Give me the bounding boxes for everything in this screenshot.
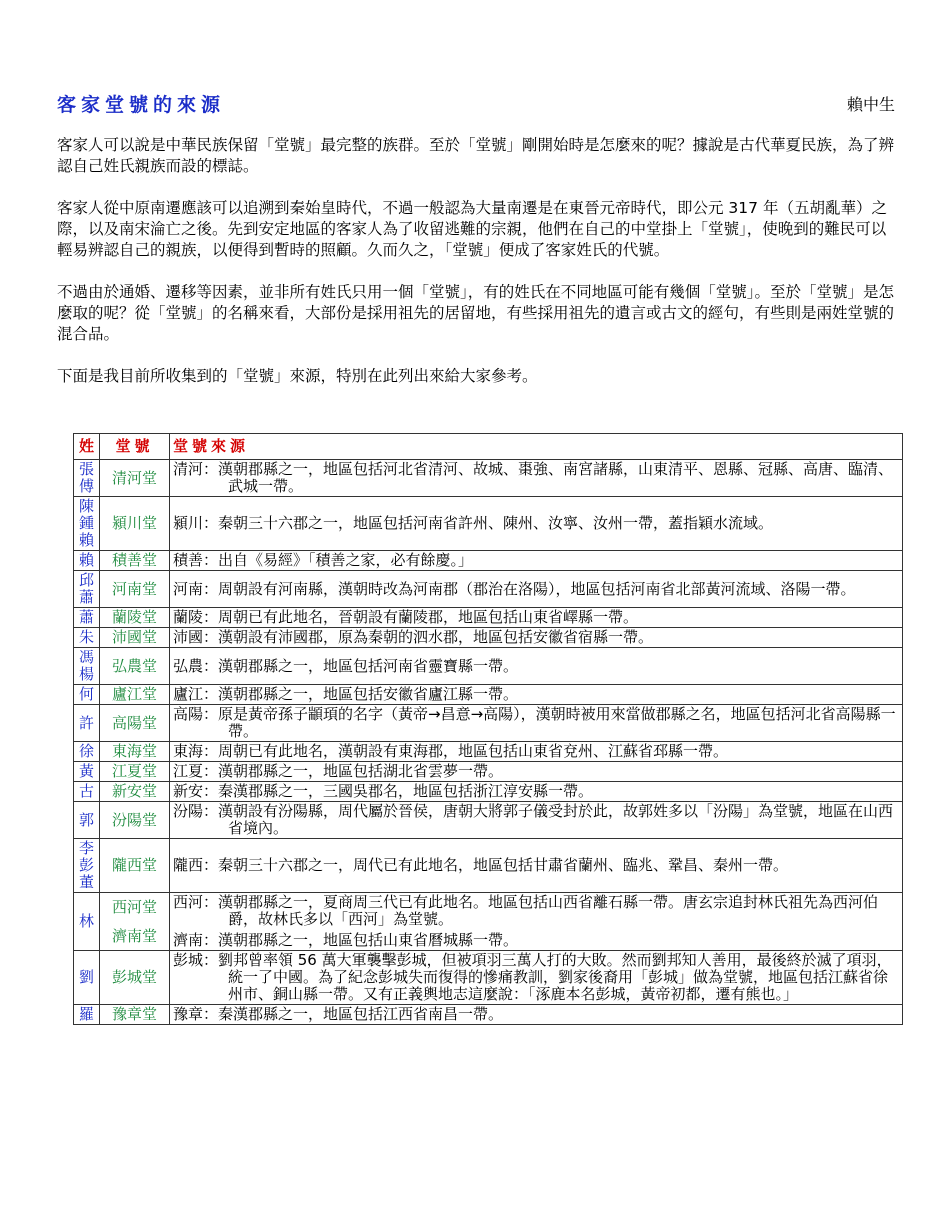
source-cell	[170, 460, 903, 497]
surname: 馮	[78, 648, 94, 666]
surname: 何	[78, 685, 94, 703]
source-text: 隴西：秦朝三十六郡之一，周代已有此地名，地區包括甘肅省蘭州、臨兆、鞏昌、秦州一帶。	[173, 856, 789, 874]
hall-name: 彭城堂	[111, 968, 157, 986]
surname-cell	[74, 742, 100, 762]
table-row	[74, 762, 903, 782]
source-cell	[170, 893, 903, 951]
hall-cell	[100, 762, 170, 782]
hall-name: 弘農堂	[111, 656, 157, 675]
source-cell	[170, 685, 903, 705]
surname: 董	[78, 873, 94, 891]
hall-name: 隴西堂	[111, 856, 157, 874]
hall-cell	[100, 648, 170, 685]
hall-cell	[100, 742, 170, 762]
surname-cell	[74, 762, 100, 782]
hall-name: 濟南堂	[111, 926, 157, 945]
table-row	[74, 839, 903, 893]
surname-cell	[74, 893, 100, 951]
surname-cell	[74, 705, 100, 742]
source-text: 豫章：秦漢郡縣之一，地區包括江西省南昌一帶。	[173, 1005, 504, 1023]
page-title: 客家堂號的來源	[57, 94, 226, 116]
surname: 賴	[78, 531, 94, 549]
surname: 鍾	[78, 514, 94, 532]
source-text: 潁川：秦朝三十六郡之一，地區包括河南省許州、陳州、汝寧、汝州一帶，蓋指穎水流域。	[173, 514, 774, 532]
source-cell	[170, 608, 903, 628]
surname: 楊	[78, 665, 94, 683]
surname-cell	[74, 460, 100, 497]
intro-text	[57, 135, 897, 408]
surname-cell	[74, 608, 100, 628]
header	[57, 90, 895, 120]
source-cell	[170, 1005, 903, 1025]
header-surname: 姓	[74, 434, 100, 460]
paragraph: 客家人可以說是中華民族保留「堂號」最完整的族群。至於「堂號」剛開始時是怎麼來的呢？據說是古代華夏民族，為了辨認自己姓氏親族而設的標誌。	[57, 136, 895, 175]
surname: 許	[78, 713, 94, 732]
source-text: 沛國：漢朝設有沛國郡，原為秦朝的泗水郡，地區包括安徽省宿縣一帶。	[173, 628, 654, 646]
surname: 傅	[78, 477, 94, 495]
paragraph: 客家人從中原南遷應該可以追溯到秦始皇時代，不過一般認為大量南遷是在東晉元帝時代，即公元 317 年（五胡亂華）之際，以及南宋淪亡之後。先到安定地區的客家人為了收留逃難的宗親，他們在自己的中堂掛上「堂號」，使晚到的難民可以輕易辨認自己的親族，以便得到暫時的照顧。久而久之，「堂號」便成了客家姓氏的代號。	[57, 199, 887, 259]
surname: 羅	[78, 1005, 94, 1023]
source-cell	[170, 762, 903, 782]
surname: 李	[78, 839, 94, 857]
surname: 黃	[78, 762, 94, 780]
surname-cell	[74, 802, 100, 839]
hall-cell	[100, 951, 170, 1005]
surname-cell	[74, 551, 100, 571]
table-row	[74, 608, 903, 628]
source-cell	[170, 951, 903, 1005]
table-row	[74, 628, 903, 648]
hall-name: 沛國堂	[111, 628, 157, 646]
hall-name: 廬江堂	[111, 685, 157, 703]
source-text: 高陽：原是黃帝孫子顓頊的名字（黃帝→昌意→高陽），漢朝時被用來當做郡縣之名，地區包括河北省高陽縣一帶。	[173, 705, 896, 740]
surname: 林	[78, 912, 94, 930]
source-text: 新安：秦漢郡縣之一，三國吳郡名，地區包括浙江淳安縣一帶。	[173, 782, 594, 800]
source-text: 積善：出自《易經》「積善之家，必有餘慶。」	[173, 551, 474, 569]
surname: 蕭	[78, 588, 94, 606]
hall-cell	[100, 571, 170, 608]
source-text: 濟南：漢朝郡縣之一，地區包括山東省曆城縣一帶。	[173, 931, 519, 949]
hall-name: 清河堂	[111, 468, 157, 487]
surname-cell	[74, 497, 100, 551]
surname: 陳	[78, 497, 94, 515]
hall-cell	[100, 608, 170, 628]
table-row	[74, 685, 903, 705]
hall-cell	[100, 551, 170, 571]
source-cell	[170, 742, 903, 762]
hall-cell	[100, 685, 170, 705]
surname: 徐	[78, 742, 94, 760]
hall-cell	[100, 839, 170, 893]
hall-name: 汾陽堂	[111, 810, 157, 829]
header-hall: 堂號	[100, 434, 170, 460]
surname-cell	[74, 1005, 100, 1025]
hall-cell	[100, 893, 170, 951]
source-text: 清河：漢朝郡縣之一，地區包括河北省清河、故城、棗強、南宮諸縣，山東清平、恩縣、冠縣、高唐、臨清、武城一帶。	[173, 460, 894, 495]
hall-cell	[100, 705, 170, 742]
surname: 彭	[78, 856, 94, 874]
source-cell	[170, 839, 903, 893]
surname: 劉	[78, 968, 94, 986]
paragraph: 下面是我目前所收集到的「堂號」來源，特別在此列出來給大家參考。	[57, 367, 538, 385]
source-cell	[170, 705, 903, 742]
table-body	[74, 460, 903, 1025]
surname: 張	[78, 460, 94, 478]
hall-cell	[100, 782, 170, 802]
hall-cell	[100, 497, 170, 551]
source-cell	[170, 497, 903, 551]
source-text: 弘農：漢朝郡縣之一，地區包括河南省靈寶縣一帶。	[173, 656, 519, 675]
table-row	[74, 742, 903, 762]
hall-cell	[100, 628, 170, 648]
hall-name: 積善堂	[111, 551, 157, 569]
source-cell	[170, 802, 903, 839]
hall-cell	[100, 802, 170, 839]
surname: 蕭	[78, 608, 94, 626]
surname: 郭	[78, 810, 94, 829]
hall-name: 東海堂	[111, 742, 157, 760]
hall-name: 高陽堂	[111, 713, 157, 732]
source-text: 河南：周朝設有河南縣，漢朝時改為河南郡（郡治在洛陽），地區包括河南省北部黃河流域、洛陽一帶。	[173, 579, 856, 598]
hall-name: 西河堂	[111, 897, 157, 916]
source-cell	[170, 571, 903, 608]
hall-name: 河南堂	[111, 579, 157, 598]
hall-name: 江夏堂	[111, 762, 157, 780]
surname: 朱	[78, 628, 94, 646]
surname-cell	[74, 648, 100, 685]
surname: 邱	[78, 571, 94, 589]
hall-cell	[100, 460, 170, 497]
table-row	[74, 802, 903, 839]
hall-name: 潁川堂	[111, 514, 157, 532]
hall-name: 蘭陵堂	[111, 608, 157, 626]
surname-cell	[74, 839, 100, 893]
table-row	[74, 705, 903, 742]
source-cell	[170, 551, 903, 571]
paragraph: 不過由於通婚、遷移等因素，並非所有姓氏只用一個「堂號」，有的姓氏在不同地區可能有幾個「堂號」。至於「堂號」是怎麼取的呢？從「堂號」的名稱來看，大部份是採用祖先的居留地，有些採用祖先的遺言或古文的經句，有些則是兩姓堂號的混合品。	[57, 283, 895, 343]
surname-cell	[74, 571, 100, 608]
author: 賴中生	[846, 95, 895, 114]
table-row	[74, 571, 903, 608]
source-cell	[170, 782, 903, 802]
table-row	[74, 893, 903, 951]
table-row	[74, 551, 903, 571]
source-text: 彭城：劉邦曾率領 56 萬大軍襲擊彭城，但被項羽三萬人打的大敗。然而劉邦知人善用，最後終於滅了項羽，統一了中國。為了紀念彭城失而復得的慘痛教訓，劉家後裔用「彭城」做為堂號，地區包括江蘇省徐州市、銅山縣一帶。又有正義輿地志這麼說：「涿鹿本名彭城，黃帝初都，遷有熊也。」	[173, 951, 892, 1003]
table-row	[74, 1005, 903, 1025]
table-row	[74, 497, 903, 551]
surname: 賴	[78, 551, 94, 569]
table-row	[74, 782, 903, 802]
hall-name: 豫章堂	[111, 1005, 157, 1023]
source-cell	[170, 648, 903, 685]
source-text: 汾陽：漢朝設有汾陽縣，周代屬於晉侯，唐朝大將郭子儀受封於此，故郭姓多以「汾陽」為堂號，地區在山西省境內。	[173, 802, 894, 837]
surname-cell	[74, 951, 100, 1005]
table-row	[74, 648, 903, 685]
surname-cell	[74, 685, 100, 705]
hall-cell	[100, 1005, 170, 1025]
source-text: 蘭陵：周朝已有此地名，晉朝設有蘭陵郡，地區包括山東省嶧縣一帶。	[173, 608, 639, 626]
surname-cell	[74, 782, 100, 802]
hall-name-table	[73, 433, 903, 1025]
source-text: 廬江：漢朝郡縣之一，地區包括安徽省廬江縣一帶。	[173, 685, 519, 703]
surname: 古	[78, 782, 94, 800]
table-row	[74, 951, 903, 1005]
table-row	[74, 460, 903, 497]
source-text: 江夏：漢朝郡縣之一，地區包括湖北省雲夢一帶。	[173, 762, 504, 780]
header-source: 堂號來源	[170, 434, 903, 460]
hall-name: 新安堂	[111, 782, 157, 800]
source-text: 東海：周朝已有此地名，漢朝設有東海郡，地區包括山東省兗州、江蘇省邳縣一帶。	[173, 742, 729, 760]
table-header-row	[74, 434, 903, 460]
surname-cell	[74, 628, 100, 648]
source-cell	[170, 628, 903, 648]
source-text: 西河：漢朝郡縣之一，夏商周三代已有此地名。地區包括山西省離石縣一帶。唐玄宗追封林氏祖先為西河伯爵，故林氏多以「西河」為堂號。	[173, 893, 879, 928]
